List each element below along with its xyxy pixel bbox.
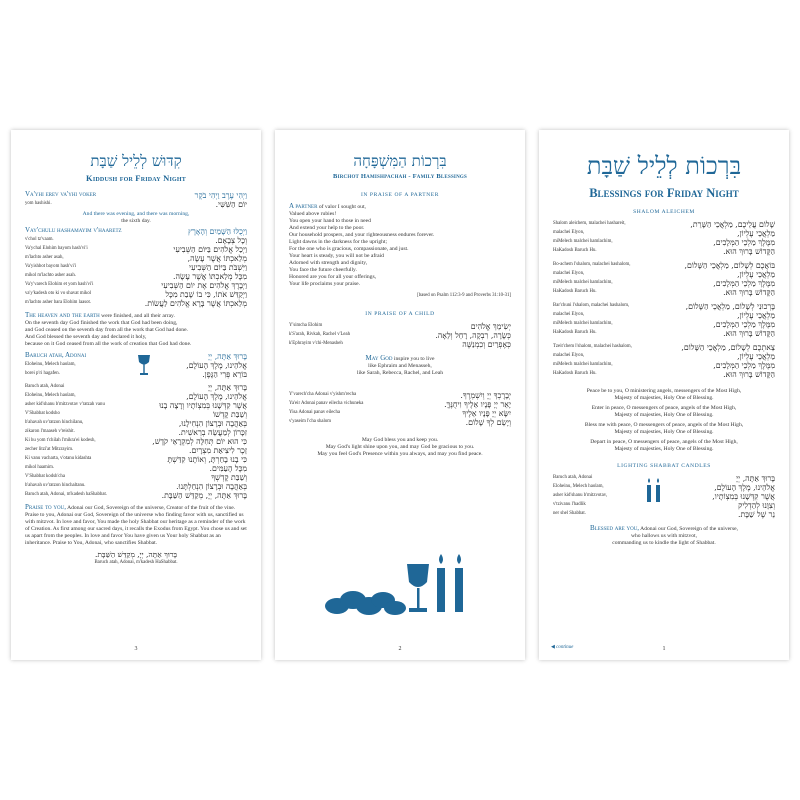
hebrew-text: מִמֶּלֶךְ מַלְכֵי הַמְּלָכִים, — [713, 320, 775, 329]
page-title-hebrew: בִּרְכוֹת לְלֵיל שַׁבָּת — [586, 152, 742, 180]
transliteration: HaKadosh Baruch Hu. — [553, 289, 597, 294]
peace-verse — [553, 439, 775, 453]
shalom-row — [553, 361, 775, 370]
shalom-row — [553, 320, 775, 329]
text-line: like Sarah, Rebecca, Rachel, and Leah — [356, 370, 444, 376]
verse-row — [25, 254, 247, 263]
text-line: because on it God ceased from all the work of creation that God had done. — [25, 341, 192, 347]
child-list — [289, 322, 511, 349]
verse-row — [25, 245, 247, 254]
kiddush-row — [25, 482, 247, 491]
kiddush-row — [25, 437, 247, 446]
partner-source: [based on Psalm 112:3-9 and Proverbs 31:10-31] — [417, 293, 511, 298]
shalom-verse — [553, 261, 775, 297]
verse-row — [25, 272, 247, 281]
hebrew-text: אֱלֹהֵינוּ, מֶלֶךְ הָעוֹלָם, — [714, 483, 775, 492]
kiddush-row — [25, 464, 247, 473]
hebrew-text: הַקָּדוֹשׁ בָּרוּךְ הוּא. — [723, 247, 775, 256]
hebrew-text: יְבָרֶכְךָ יְיָ וְיִשְׁמְרֶךָ. — [460, 391, 511, 400]
transliteration: zecher litzi'at Mitzrayim. — [25, 447, 74, 452]
text-line: Majesty of majesties, Holy One of Blessing. — [614, 412, 714, 418]
vayhi-hebrew-2: יוֹם הַשִּׁשִּׁי. — [215, 200, 247, 209]
text-line: And God blessed the seventh day and declared it holy, — [25, 334, 147, 340]
transliteration: Ya'eir Adonai panav eilecha vichuneka — [289, 401, 364, 406]
transliteration: Y'simcha Elohim — [289, 323, 323, 328]
transliteration: Va'ychal Elohim bayom hash'vi'i — [25, 246, 88, 251]
hebrew-text: בָּרוּךְ אַתָּה, יְיָ — [736, 474, 775, 483]
transliteration: v'chol tz'vaam. — [25, 237, 54, 242]
partner-poem — [289, 203, 511, 288]
page-title-hebrew: בִּרְכוֹת הַמִּשְׁפָּחָה — [353, 152, 447, 170]
hebrew-text: בָּרְכוּנִי לְשָׁלוֹם, מַלְאֲכֵי הַשָּׁלוֹם, — [685, 302, 775, 311]
kiddush-row — [25, 383, 247, 392]
evening-english: And there was evening, and there was morning, — [82, 211, 190, 217]
shalom-row — [553, 279, 775, 288]
transliteration: Bar'chuni l'shalom, malachei hashalom, — [553, 303, 630, 308]
candle-row — [553, 501, 775, 510]
hebrew-text: וַיְבָרֶךְ אֱלֹהִים אֶת יוֹם הַשְּׁבִיעִי — [161, 281, 247, 290]
text-line: Bless me with peace, O messengers of peace, angels of the Most High, — [584, 422, 744, 428]
text-line: And extend your help to the poor. — [289, 225, 365, 231]
transliteration: m'lachto asher bara Elohim laasot. — [25, 300, 91, 305]
evening-english-2: the sixth day. — [121, 218, 151, 224]
page-title: Blessings for Friday Night — [589, 186, 739, 200]
wine-cup-icon — [137, 354, 151, 376]
shalom-verse — [553, 220, 775, 256]
shalom-row — [553, 261, 775, 270]
page-title-hebrew: קִדּוּשׁ לְלֵיל שַׁבָּת — [90, 152, 182, 170]
text-line: For the one who is gracious, compassionate, and just. — [289, 246, 409, 252]
transliteration: ner shel Shabbat. — [553, 511, 586, 516]
transliteration: Va'yishbot bayom hash'vi'i — [25, 264, 77, 269]
section-heading-child: IN PRAISE OF A CHILD — [365, 311, 435, 317]
text-line: Adorned with strength and dignity, — [289, 260, 368, 266]
hebrew-text: אֲשֶׁר קִדְּשָׁנוּ בְּמִצְוֹתָיו, — [712, 492, 775, 501]
transliteration: Eloheinu, Melech haolam, — [553, 484, 604, 489]
closing-hebrew: בָּרוּךְ אַתָּה, יְיָ, מְקַדֵּשׁ הַשַּׁבָּת. — [94, 550, 178, 559]
hebrew-text: כִּי בָנוּ בָחַרְתָּ, וְאוֹתָנוּ קִדַּשְׁתָּ — [167, 455, 247, 464]
partner-lead: A partner — [289, 202, 318, 210]
hebrew-text: כְּשָׂרָה, רִבְקָה, רָחֵל וְלֵאָה. — [435, 331, 511, 340]
transliteration: Eloheinu, Melech haolam, — [25, 393, 76, 398]
hebrew-text: צֵאתְכֶם לְשָׁלוֹם, מַלְאֲכֵי הַשָּׁלוֹם, — [681, 343, 775, 352]
text-line: Majesty of majesties, Holy One of Blessing. — [614, 429, 714, 435]
page-1 — [539, 130, 789, 660]
hebrew-text: מְלַאכְתּוֹ אֲשֶׁר בָּרָא אֱלֹהִים לַעֲשׂוֹת. — [144, 299, 247, 308]
transliteration: malachei Elyon, — [553, 230, 585, 235]
transliteration: Baruch atah, Adonai, m'kadesh haShabbat. — [25, 492, 107, 497]
text-line: of valor I sought out, — [317, 204, 366, 210]
text-line: Your life proclaims your praise. — [289, 281, 361, 287]
hebrew-text: הַקָּדוֹשׁ בָּרוּךְ הוּא. — [723, 329, 775, 338]
shalom-verse — [553, 343, 775, 379]
vayhi-hebrew: וַיְהִי עֶרֶב וַיְהִי בֹקֶר — [194, 191, 247, 200]
kiddush-row — [25, 419, 247, 428]
text-line: Adonai our God, Sovereign of the universe, — [639, 526, 739, 532]
kiddush-row — [25, 446, 247, 455]
page-3 — [11, 130, 261, 660]
text-line: Majesty of majesties, Holy One of Blessing. — [614, 446, 714, 452]
peace-verse — [553, 405, 775, 419]
praise-lead: Praise to you, — [25, 503, 66, 511]
text-line: Depart in peace, O messengers of peace, angels of the Most High, — [590, 439, 738, 445]
transliteration: Bo-achem l'shalom, malachei hashalom, — [553, 262, 631, 267]
transliteration: Y'varech'cha Adonai v'yishm'recha — [289, 392, 357, 397]
blessed-lead: Blessed are you, — [589, 524, 640, 532]
transliteration: Ki vanu vacharta, v'otanu kidashta — [25, 456, 92, 461]
transliteration: miMelech malchei hamlachim, — [553, 321, 613, 326]
peace-english — [553, 388, 775, 453]
hebrew-text: אֱלֹהֵינוּ, מֶלֶךְ הָעוֹלָם, — [186, 392, 247, 401]
priestly-row — [289, 418, 511, 427]
shalom-row — [553, 352, 775, 361]
peace-verse — [553, 388, 775, 402]
text-line: On the seventh day God finished the work that God had been doing, — [25, 320, 178, 326]
hebrew-text: זִכָּרוֹן לְמַעֲשֵׂה בְרֵאשִׁית. — [178, 428, 247, 437]
text-line: were finished, and all their array. — [99, 313, 175, 319]
verse-row — [25, 281, 247, 290]
peace-verse — [553, 422, 775, 436]
hebrew-text: בּוֹרֵא פְּרִי הַגָּפֶן. — [202, 370, 247, 379]
kiddush-row — [25, 491, 247, 500]
praise-text: Adonai our God, Sovereign of the universe, Creator of the fruit of the vine. Praise to you, Adonai our God, Sovereign of the universe who finding favor with us, sanctified us with mitzvot. In love and favor, You made the holy Shabbat our heritage as a reminder of the work of Creation. As first among our sacred days, it recalls the Exodus from Egypt. You chose us and set us apart from the peoples. In love and favor You have given us Your holy Shabbat as an inheritance. Praise to You, Adonai, who sanctifies Shabbat. — [25, 505, 247, 546]
text-line: Valued above rubies! — [289, 211, 337, 217]
hebrew-text: זֵכֶר לִיצִיאַת מִצְרָיִם. — [189, 446, 247, 455]
shalom-row — [553, 229, 775, 238]
hebrew-text: מִמֶּלֶךְ מַלְכֵי הַמְּלָכִים, — [713, 238, 775, 247]
hebrew-text: בְּאַהֲבָה וּבְרָצוֹן הִנְחִילָנוּ, — [178, 419, 247, 428]
shalom-row — [553, 270, 775, 279]
page-2 — [275, 130, 525, 660]
transliteration: HaKadosh Baruch Hu. — [553, 371, 597, 376]
transliteration: b'ahavah uv'ratzon hinchilanu, — [25, 420, 84, 425]
blessing-row — [25, 361, 247, 370]
kiddush-row — [25, 392, 247, 401]
transliteration: malachei Elyon, — [553, 312, 585, 317]
text-line: May you feel God's Presence within you always, and may you find peace. — [317, 451, 483, 457]
candle-row — [553, 492, 775, 501]
hebrew-text: הַקָּדוֹשׁ בָּרוּךְ הוּא. — [723, 288, 775, 297]
hebrew-text: וַיִּשְׁבֹּת בַּיּוֹם הַשְּׁבִיעִי — [189, 263, 247, 272]
hebrew-text: כְּאֶפְרַיִם וְכִמְנַשֶּׁה — [462, 340, 511, 349]
shalom-row — [553, 238, 775, 247]
baruch-translit: Baruch atah, Adonai — [25, 351, 87, 359]
transliteration: k'Ephrayim v'chi-Menasheh — [289, 341, 343, 346]
shalom-row — [553, 247, 775, 256]
hebrew-text: נֵר שֶׁל שַׁבָּת. — [737, 510, 775, 519]
page-title: Birchot Hamishpachah - Family Blessings — [333, 173, 467, 180]
transliteration: V'Shabbat kodsho — [25, 411, 60, 416]
transliteration: Baruch atah, Adonai — [553, 475, 593, 480]
transliteration: Tzeit'chem l'shalom, malachei hashalom, — [553, 344, 632, 349]
hebrew-text: וְכָל צְבָאָם. — [215, 236, 247, 245]
vaychulu-list — [25, 236, 247, 308]
shalom-row — [553, 370, 775, 379]
verse-row — [25, 299, 247, 308]
candle-blessing — [553, 474, 775, 519]
child-blessing-row — [289, 340, 511, 349]
hebrew-text: מַלְאֲכֵי עֶלְיוֹן, — [737, 270, 775, 279]
priestly-row — [289, 409, 511, 418]
text-line: inspire you to live — [392, 356, 435, 362]
transliteration: HaKadosh Baruch Hu. — [553, 330, 597, 335]
transliteration: asher kid'shanu b'mitzvotav, — [553, 493, 608, 498]
transliteration: Baruch atah, Adonai — [25, 384, 65, 389]
shalom-aleichem-blocks — [553, 220, 775, 379]
text-line: You face the future cheerfully. — [289, 267, 357, 273]
hebrew-text: יְשִׂימֵךְ אֱלֹהִים — [470, 322, 511, 331]
kiddush-row — [25, 401, 247, 410]
transliteration: zikaron l'maaseh v'reishit. — [25, 429, 75, 434]
blessing-row — [25, 370, 247, 379]
continue-link[interactable]: ◀ continue — [551, 645, 574, 650]
page-number: 1 — [662, 646, 666, 652]
text-line: You open your hand to those in need — [289, 218, 371, 224]
text-line: like Ephraim and Menasseh, — [368, 363, 432, 369]
child-blessing-row — [289, 322, 511, 331]
continue-label[interactable]: continue — [556, 645, 574, 650]
transliteration: V'Shabbat kodsh'cha — [25, 474, 65, 479]
vayhi-translit-2: yom hashishi. — [25, 200, 52, 206]
transliteration: mikol haamim. — [25, 465, 55, 470]
transliteration: va'y'kadesh oto ki vo shavat mikol — [25, 291, 92, 296]
may-god-english — [289, 355, 511, 377]
transliteration: Eloheinu, Melech haolam, — [25, 362, 76, 367]
hebrew-text: בָּרוּךְ אַתָּה, יְיָ, מְקַדֵּשׁ הַשַּׁבָּת. — [161, 491, 247, 500]
transliteration: k'S'arah, Rivkah, Rachel v'Leah — [289, 332, 351, 337]
priestly-row — [289, 391, 511, 400]
text-line: Light dawns in the darkness for the upright; — [289, 239, 388, 245]
baruch-hebrew: בָּרוּךְ אַתָּה, יְיָ — [208, 352, 247, 361]
hebrew-text: מִמֶּלֶךְ מַלְכֵי הַמְּלָכִים, — [713, 279, 775, 288]
transliteration: miMelech malchei hamlachim, — [553, 362, 613, 367]
text-line: Peace be to you, O ministering angels, messengers of the Most High, — [586, 388, 742, 394]
transliteration: Shalom aleichem, malachei hashareit, — [553, 221, 626, 226]
hebrew-text: וְשַׁבַּת קָדְשׁוֹ — [213, 410, 247, 419]
hebrew-text: יִשָּׂא יְיָ פָּנָיו אֵלֶיךָ — [462, 409, 511, 418]
hebrew-text: בָּרוּךְ אַתָּה, יְיָ — [208, 383, 247, 392]
hebrew-text: אֱלֹהֵינוּ, מֶלֶךְ הָעוֹלָם, — [186, 361, 247, 370]
transliteration: malachei Elyon, — [553, 271, 585, 276]
kiddush-row — [25, 428, 247, 437]
hebrew-text: אֲשֶׁר קִדְּשָׁנוּ בְּמִצְוֹתָיו וְרָצָה בָנוּ — [159, 401, 247, 410]
verse-row — [25, 263, 247, 272]
page-number: 3 — [134, 646, 138, 652]
heaven-lead: The heaven and the earth — [25, 311, 100, 319]
hebrew-text: מַלְאֲכֵי עֶלְיוֹן, — [737, 311, 775, 320]
hebrew-text: וַיְקַדֵּשׁ אֹתוֹ, כִּי בוֹ שָׁבַת מִכָּל — [165, 290, 247, 299]
verse-row — [25, 290, 247, 299]
blessed-english — [553, 525, 775, 547]
hebrew-text: וַיְכַל אֱלֹהִים בַּיּוֹם הַשְּׁבִיעִי — [173, 245, 247, 254]
may-god-lead: May God — [365, 354, 393, 362]
challah-wine-candles-icon — [323, 550, 473, 620]
hebrew-text: מִכָּל הָעַמִּים. — [209, 464, 247, 473]
shalom-row — [553, 311, 775, 320]
kiddush-row — [25, 473, 247, 482]
hebrew-text: בּוֹאֲכֶם לְשָׁלוֹם, מַלְאֲכֵי הַשָּׁלוֹם, — [684, 261, 775, 270]
hebrew-text: בְּאַהֲבָה וּבְרָצוֹן הִנְחַלְתָּנוּ. — [176, 482, 247, 491]
vaychulu-translit: Vay'chulu hashamayim v'haaretz — [25, 226, 122, 234]
baruch-list — [25, 361, 247, 379]
transliteration: m'lachto asher asah, — [25, 255, 64, 260]
transliteration: malachei Elyon, — [553, 353, 585, 358]
child-blessing-row — [289, 331, 511, 340]
transliteration: miMelech malchei hamlachim, — [553, 239, 613, 244]
shalom-row — [553, 302, 775, 311]
hebrew-text: מַלְאֲכֵי עֶלְיוֹן, — [737, 352, 775, 361]
text-line: Honored are you for all your offerings, — [289, 274, 377, 280]
transliteration: Yisa Adonai panav eilecha — [289, 410, 341, 415]
transliteration: v'yaseim l'cha shalom — [289, 419, 331, 424]
candle-row — [553, 510, 775, 519]
shalom-verse — [553, 302, 775, 338]
vaychulu-hebrew: וַיְכֻלּוּ הַשָּׁמַיִם וְהָאָרֶץ — [187, 227, 247, 236]
text-line: May God bless you and keep you. — [361, 437, 439, 443]
transliteration: borei p'ri hagafen. — [25, 371, 60, 376]
transliteration: asher kid'shanu b'mitzvotav v'ratzah vanu — [25, 402, 105, 407]
shalom-row — [553, 288, 775, 297]
transliteration: miMelech malchei hamlachim, — [553, 280, 613, 285]
shalom-row — [553, 220, 775, 229]
text-line: Enter in peace, O messengers of peace, angels of the Most High, — [591, 405, 737, 411]
transliteration: v'tzivanu l'hadlik — [553, 502, 586, 507]
kiddush-row — [25, 410, 247, 419]
priestly-list — [289, 391, 511, 427]
text-line: Our household prospers, and your righteousness endures forever. — [289, 232, 435, 238]
hebrew-text: שָׁלוֹם עֲלֵיכֶם, מַלְאֲכֵי הַשָּׁרֵת, — [690, 220, 775, 229]
transliteration: HaKadosh Baruch Hu. — [553, 248, 597, 253]
text-line: commanding us to kindle the light of Shabbat. — [612, 540, 716, 546]
text-line: Your heart is steady, you will not be afraid — [289, 253, 384, 259]
vayhi-translit: Va'yhi erev va'yhi voker — [25, 190, 97, 198]
hebrew-text: וְיָשֵׂם לְךָ שָׁלוֹם. — [465, 418, 511, 427]
transliteration: mikol m'lachto asher asah. — [25, 273, 76, 278]
section-heading-candles: LIGHTING SHABBAT CANDLES — [617, 463, 711, 469]
transliteration: b'ahavah uv'ratzon hinchaltanu. — [25, 483, 86, 488]
section-heading-shalom: SHALOM ALEICHEM — [633, 209, 695, 215]
praise-english — [25, 504, 247, 547]
hebrew-text: כִּי הוּא יוֹם תְּחִלָּה לְמִקְרָאֵי קֹדֶשׁ, — [152, 437, 247, 446]
transliteration: Va'y'varech Elohim et yom hash'vi'i — [25, 282, 94, 287]
candles-icon — [645, 478, 663, 502]
text-line: and God ceased on the seventh day from all the work that God had done. — [25, 327, 188, 333]
candle-row — [553, 483, 775, 492]
hebrew-text: מְלַאכְתּוֹ אֲשֶׁר עָשָׂה, — [187, 254, 247, 263]
text-line: who hallows us with mitzvot, — [630, 533, 698, 539]
hebrew-text: מִמֶּלֶךְ מַלְכֵי הַמְּלָכִים, — [713, 361, 775, 370]
priestly-row — [289, 400, 511, 409]
transliteration: Ki hu yom t'chilah l'mikra'ei kodesh, — [25, 438, 96, 443]
priestly-english — [289, 437, 511, 458]
candle-row — [553, 474, 775, 483]
section-heading-partner: IN PRAISE OF A PARTNER — [360, 192, 440, 198]
verse-row — [25, 236, 247, 245]
shalom-row — [553, 343, 775, 352]
hebrew-text: וְשַׁבַּת קָדְשְׁךָ — [211, 473, 247, 482]
closing-translit: Baruch atah, Adonai, m'kadesh HaShabbat. — [94, 560, 178, 565]
kiddush-row — [25, 455, 247, 464]
kiddush-list — [25, 383, 247, 500]
hebrew-text: יָאֵר יְיָ פָּנָיו אֵלֶיךָ וִיחֻנֶּךָּ. — [444, 400, 511, 409]
hebrew-text: הַקָּדוֹשׁ בָּרוּךְ הוּא. — [723, 370, 775, 379]
page-number: 2 — [398, 646, 402, 652]
heaven-english — [25, 312, 247, 348]
hebrew-text: וְצִוָּנוּ לְהַדְלִיק — [738, 501, 775, 510]
hebrew-text: מִכָּל מְלַאכְתּוֹ אֲשֶׁר עָשָׂה. — [173, 272, 247, 281]
shalom-row — [553, 329, 775, 338]
text-line: Majesty of majesties, Holy One of Blessing. — [614, 395, 714, 401]
hebrew-text: מַלְאֲכֵי עֶלְיוֹן, — [737, 229, 775, 238]
text-line: May God's light shine upon you, and may God be gracious to you. — [325, 444, 475, 450]
page-title: Kiddush for Friday Night — [86, 173, 186, 183]
